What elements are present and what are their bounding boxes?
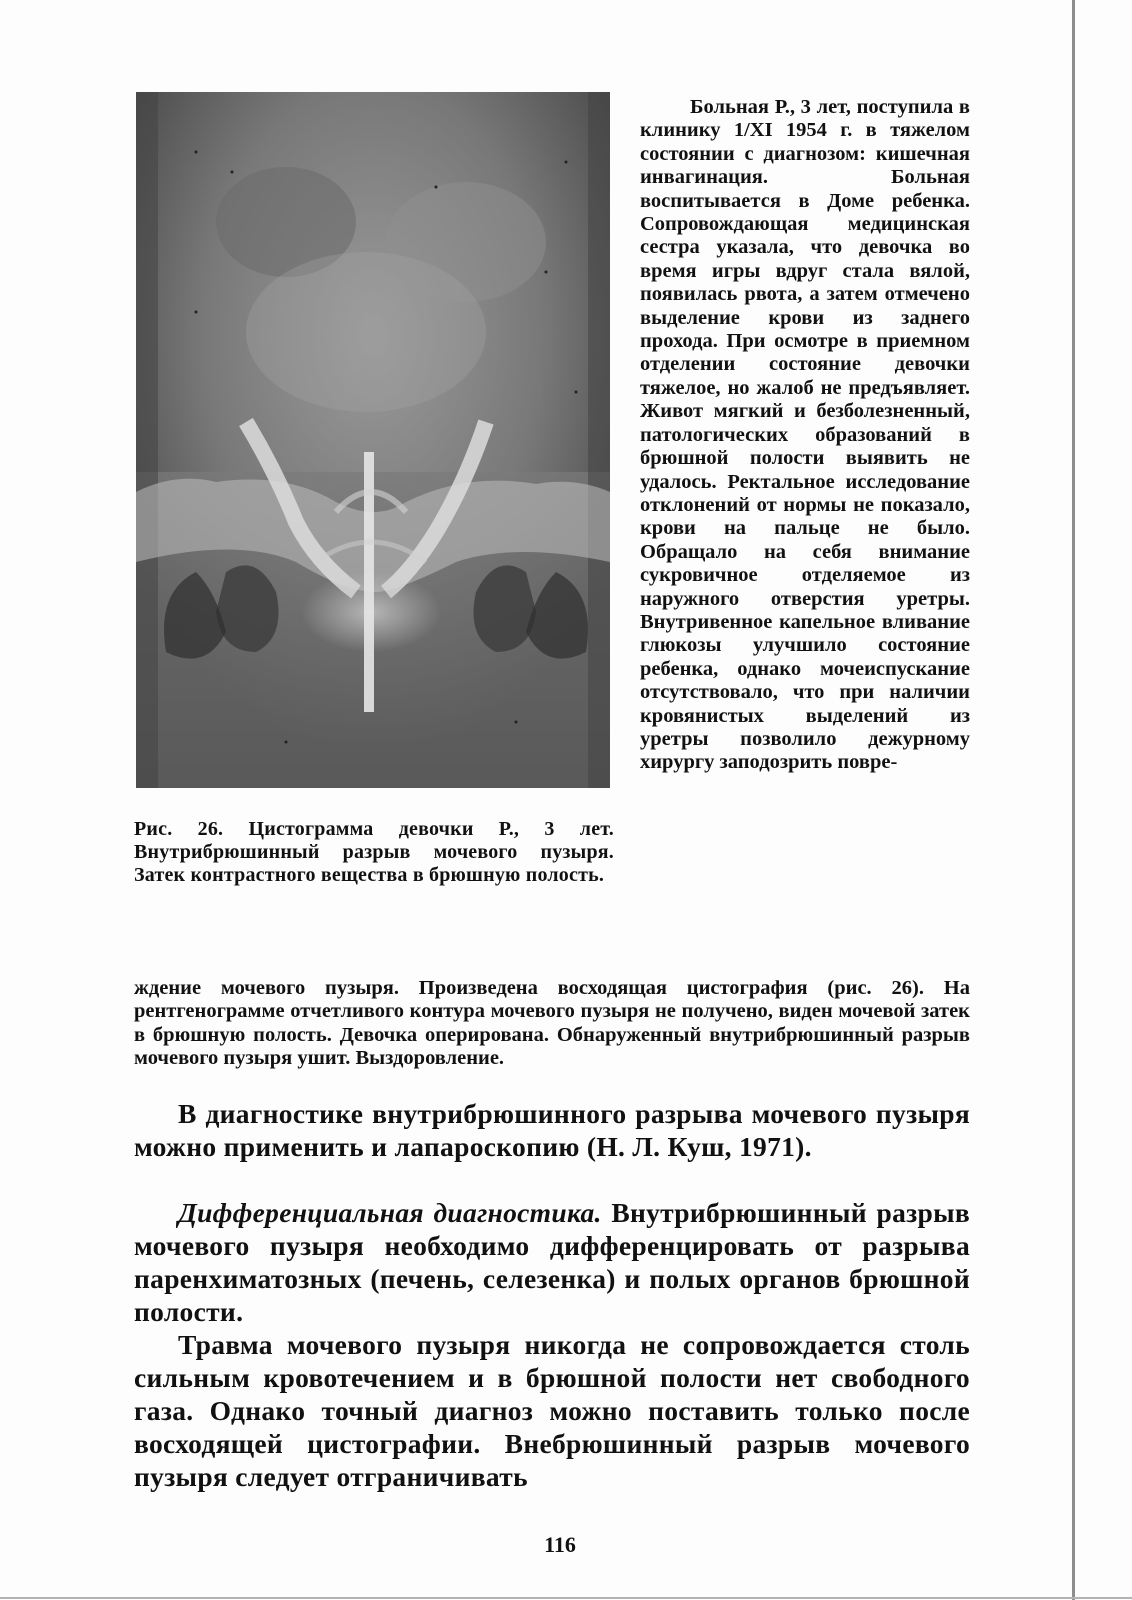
paragraph-laparoscopy: В диагностике внутрибрюшинного разрыва мочевого пузыря можно применить и лапароскопию (Н. Л. Куш, 1971). bbox=[134, 1098, 970, 1162]
figure-caption: Рис. 26. Цистограмма девочки Р., 3 лет. Внутрибрюшинный разрыв мочевого пузыря. Затек контрастного вещества в брюшную полость. bbox=[134, 818, 614, 886]
page-bottom-edge bbox=[0, 1597, 1132, 1599]
paragraph-bladder-trauma: Травма мочевого пузыря никогда не сопровождается столь сильным кровотечением и в брюшной полости нет свободного газа. Однако точный диагноз можно поставить только после восходящей цистографии. Внебрюшинный разрыв мочевого пузыря следует отграничивать bbox=[134, 1329, 970, 1492]
case-description-side-text: Больная Р., 3 лет, поступила в клинику 1/XI 1954 г. в тяжелом состоянии с диагнозом: кишечная инвагинация. Больная воспитывается в Доме ребенка. Сопровождающая медицинская сестра указала, что девочка во время игры вдруг стала вялой, появилась рвота, а затем отмечено выделение крови из заднего прохода. При осмотре в приемном отделении состояние девочки тяжелое, но жалоб не предъявляет. Живот мягкий и безболезненный, патологических образований в брюшной полости выявить не удалось. Ректальное исследование отклонений от нормы не показало, крови на пальце не было. Обращало на себя внимание сукровичное отделяемое из наружного отверстия уретры. Внутривенное капельное вливание глюкозы улучшило состояние ребенка, однако мочеиспускание отсутствовало, что при наличии кровянистых выделений из уретры позволило дежурному хирургу заподозрить повре- bbox=[640, 96, 970, 774]
cystogram-xray-image bbox=[136, 92, 610, 788]
page-number: 116 bbox=[544, 1532, 576, 1557]
case-description-continued-text: ждение мочевого пузыря. Произведена восходящая цистография (рис. 26). На рентгенограмме отчетливого контура мочевого пузыря не получено, виден мочевой затек в брюшную полость. Девочка оперирована. Обнаруженный внутрибрюшинный разрыв мочевого пузыря ушит. Выздоровление. bbox=[134, 977, 970, 1070]
differential-diagnosis-body: Внутрибрюшинный разрыв мочевого пузыря необходимо дифференцировать от разрыва паренхиматозных (печень, селезенка) и полых органов брюшной полости. bbox=[134, 1197, 970, 1327]
differential-diagnosis-heading: Дифференциальная диагностика. bbox=[178, 1197, 602, 1228]
paragraph-differential-diagnosis bbox=[134, 1196, 970, 1328]
page-edge-line bbox=[1072, 0, 1075, 1600]
